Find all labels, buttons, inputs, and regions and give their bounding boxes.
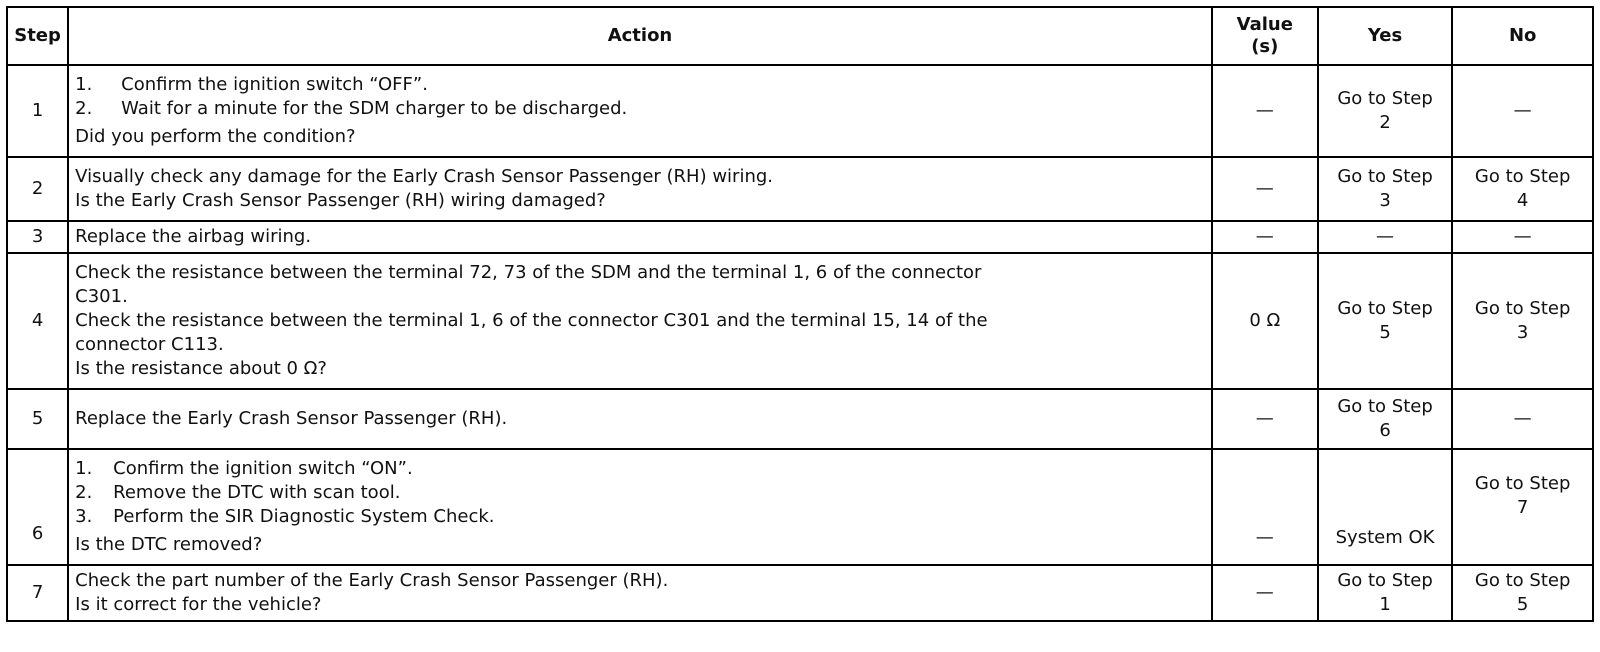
no-cell: Go to Step 4	[1452, 157, 1593, 221]
yes-cell: Go to Step 3	[1318, 157, 1453, 221]
header-value-line2: (s)	[1251, 36, 1279, 57]
step-number: 3	[7, 221, 68, 253]
action-cell: Replace the airbag wiring.	[68, 221, 1212, 253]
step-number: 1	[7, 65, 68, 157]
table-row	[7, 253, 1593, 389]
action-cell	[68, 449, 1212, 565]
table-row	[7, 157, 1593, 221]
no-cell: —	[1452, 221, 1593, 253]
action-cell: Check the part number of the Early Crash Sensor Passenger (RH). Is it correct for the vehicle?	[68, 565, 1212, 621]
diagnostic-table	[6, 6, 1594, 622]
yes-cell: System OK	[1318, 449, 1453, 565]
action-cell	[68, 65, 1212, 157]
action-cell: Replace the Early Crash Sensor Passenger (RH).	[68, 389, 1212, 449]
action-cell: Check the resistance between the terminal 72, 73 of the SDM and the terminal 1, 6 of the connector C301. Check the resistance between the terminal 1, 6 of the connector C301 and the terminal 15, 14 of the connector C113. Is the resistance about 0 Ω?	[68, 253, 1212, 389]
value-cell: —	[1212, 221, 1318, 253]
step-number: 2	[7, 157, 68, 221]
yes-cell: Go to Step 5	[1318, 253, 1453, 389]
value-cell: —	[1212, 157, 1318, 221]
action-cell: Visually check any damage for the Early Crash Sensor Passenger (RH) wiring. Is the Early Crash Sensor Passenger (RH) wiring damaged?	[68, 157, 1212, 221]
table-row	[7, 389, 1593, 449]
header-no: No	[1452, 7, 1593, 65]
header-step: Step	[7, 7, 68, 65]
header-row	[7, 7, 1593, 65]
action-question: Is the DTC removed?	[75, 534, 263, 555]
value-cell: —	[1212, 449, 1318, 565]
step-number: 4	[7, 253, 68, 389]
table-row	[7, 221, 1593, 253]
table-row	[7, 65, 1593, 157]
value-cell: 0 Ω	[1212, 253, 1318, 389]
action-item: 1. Confirm the ignition switch “OFF”.	[75, 74, 428, 95]
value-cell: —	[1212, 389, 1318, 449]
table-row	[7, 565, 1593, 621]
no-cell: —	[1452, 389, 1593, 449]
value-cell: —	[1212, 565, 1318, 621]
action-item: 2. Wait for a minute for the SDM charger to be discharged.	[75, 98, 628, 119]
yes-cell: Go to Step 6	[1318, 389, 1453, 449]
header-yes: Yes	[1318, 7, 1453, 65]
no-cell: —	[1452, 65, 1593, 157]
action-item: 1. Confirm the ignition switch “ON”.	[75, 458, 413, 479]
action-item: 2. Remove the DTC with scan tool.	[75, 482, 401, 503]
value-cell: —	[1212, 65, 1318, 157]
header-value-line1: Value	[1236, 14, 1293, 35]
no-cell: Go to Step 5	[1452, 565, 1593, 621]
yes-cell: Go to Step 1	[1318, 565, 1453, 621]
table-row	[7, 449, 1593, 565]
step-number: 5	[7, 389, 68, 449]
action-question: Did you perform the condition?	[75, 126, 356, 147]
header-value	[1212, 7, 1318, 65]
step-number: 6	[7, 449, 68, 565]
action-item: 3. Perform the SIR Diagnostic System Check.	[75, 506, 495, 527]
no-cell: Go to Step 7	[1452, 449, 1593, 565]
header-action: Action	[68, 7, 1212, 65]
no-cell: Go to Step 3	[1452, 253, 1593, 389]
yes-cell: Go to Step 2	[1318, 65, 1453, 157]
step-number: 7	[7, 565, 68, 621]
yes-cell: —	[1318, 221, 1453, 253]
